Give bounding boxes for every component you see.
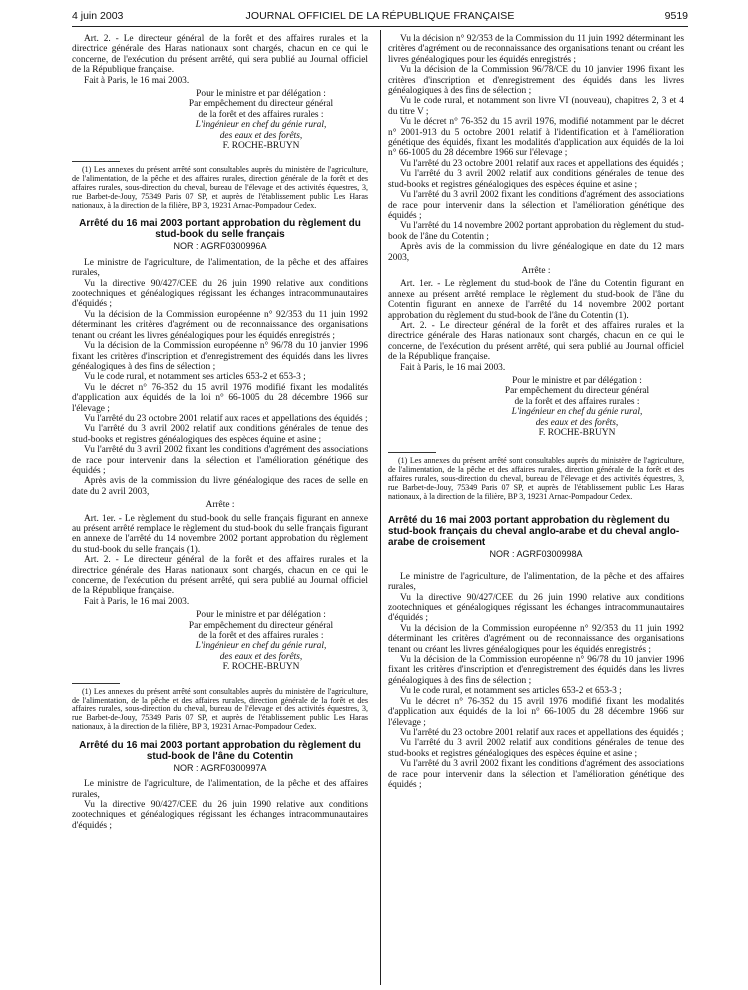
body-paragraph: Le ministre de l'agriculture, de l'alimentation, de la pêche et des affaires rurales, bbox=[388, 571, 684, 593]
signature-line: des eaux et des forêts, bbox=[535, 417, 619, 428]
footnote-a: (1) Les annexes du présent arrêté sont consultables auprès du ministère de l'agriculture, de l'alimentation, de la pêche et des affaires rurales, direction générale de la forêt et des affaires rurales, sous-direction du cheval, bureau de l'élevage et des activités équestres, 3, rue Barbet-de-Jouy, 75349 Paris 07 SP, et auprès de l'établissement public Les Haras nationaux, à la direction de la filière, BP 3, 19231 Arnac-Pompadour Cedex. bbox=[72, 165, 368, 210]
body-paragraph: Vu la directive 90/427/CEE du 26 juin 1990 relative aux conditions zootechniques et généalogiques régissant les échanges intracommunautaires d'équidés ; bbox=[72, 278, 368, 310]
body-paragraph: Après avis de la commission du livre généalogique des races de selle en date du 2 avril 2003, bbox=[72, 476, 368, 497]
body-paragraph: Vu l'arrêté du 3 avril 2002 fixant les conditions d'agrément des associations de race pour intervenir dans la sélection et l'amélioration génétique des équidés ; bbox=[388, 759, 684, 790]
body-paragraph: Vu le code rural, et notamment ses articles 653-2 et 653-3 ; bbox=[400, 686, 622, 697]
article-1-b: Art. 1er. - Le règlement du stud-book du selle français figurant en annexe au présent arrêté remplace le règlement du stud-book du selle français figurant en annexe de l'arrêté du 14 novembre 2002 portant approbation du règlement du stud-book du selle français (1). bbox=[72, 513, 368, 555]
article-2-c: Art. 2. - Le directeur général de la forêt et des affaires rurales et la directrice générale des Haras nationaux sont chargés, chacun en ce qui le concerne, de l'exécution du présent arrêté, qui sera publié au Journal officiel de la République française. bbox=[388, 320, 684, 363]
signature-line: de la forêt et des affaires rurales : bbox=[514, 396, 640, 407]
nor-reference: NOR : AGRF0300996A bbox=[173, 241, 267, 252]
signature-line: Pour le ministre et par délégation : bbox=[196, 89, 326, 100]
body-paragraph: Le ministre de l'agriculture, de l'alimentation, de la pêche et des affaires rurales, bbox=[72, 257, 368, 279]
page-header bbox=[72, 6, 688, 26]
body-paragraph: Vu la décision n° 92/353 de la Commission du 11 juin 1992 déterminant les critères d'agrément ou de reconnaissance des organisations tenant ou créant les livres généalogiques pour les équidés enregistrés ; bbox=[388, 34, 684, 65]
body-paragraph: Le ministre de l'agriculture, de l'alimentation, de la pêche et des affaires rurales, bbox=[72, 779, 368, 800]
footnote-rule bbox=[388, 452, 436, 453]
article-2-a: Art. 2. - Le directeur général de la forêt et des affaires rurales et la directrice générale des Haras nationaux sont chargés, chacun en ce qui le concerne, de l'exécution du présent arrêté, qui sera publié au Journal officiel de la République française. bbox=[72, 34, 368, 76]
body-paragraph: Vu l'arrêté du 23 octobre 2001 relatif aux races et appellations des équidés ; bbox=[84, 413, 368, 424]
left-column bbox=[72, 34, 368, 831]
signatory-name: F. ROCHE-BRUYN bbox=[222, 141, 300, 152]
header-page-number: 9519 bbox=[664, 10, 688, 22]
signature-line: de la forêt et des affaires rurales : bbox=[198, 631, 324, 642]
body-paragraph: Vu la décision de la Commission européenne n° 96/78 du 10 janvier 1996 fixant les critères d'inscription et d'enregistrement des équidés dans les livres généalogiques à des fins de sélection ; bbox=[72, 341, 368, 372]
decree-title-anglo-arabe: Arrêté du 16 mai 2003 portant approbation du règlement du stud-book français du cheval anglo-arabe et du cheval anglo-arabe de croisement bbox=[388, 515, 680, 549]
body-paragraph: Après avis de la commission du livre généalogique en date du 12 mars 2003, bbox=[388, 242, 684, 263]
signatory-name: F. ROCHE-BRUYN bbox=[222, 662, 300, 673]
signature-line: L'ingénieur en chef du génie rural, bbox=[195, 641, 327, 652]
signature-line: Pour le ministre et par délégation : bbox=[512, 376, 642, 386]
body-paragraph: Vu l'arrêté du 3 avril 2002 relatif aux conditions générales de tenue des stud-books et registres généalogiques des espèces équine et asine ; bbox=[72, 424, 368, 445]
signature-line: Par empêchement du directeur général bbox=[504, 386, 650, 397]
right-column bbox=[388, 34, 684, 790]
body-paragraph: Vu l'arrêté du 23 octobre 2001 relatif aux races et appellations des équidés ; bbox=[400, 158, 684, 169]
signature-line: L'ingénieur en chef du génie rural, bbox=[511, 407, 643, 418]
body-paragraph: Vu l'arrêté du 3 avril 2002 fixant les conditions d'agrément des associations de race pour intervenir dans la sélection et l'amélioration génétique des équidés ; bbox=[388, 190, 684, 221]
signature-line: Par empêchement du directeur général bbox=[188, 620, 334, 631]
body-paragraph: Vu le décret n° 76-352 du 15 avril 1976 modifié fixant les modalités d'application aux équidés de la loi n° 66-1005 du 28 décembre 1966 sur l'élevage ; bbox=[388, 696, 684, 728]
body-paragraph: Vu la directive 90/427/CEE du 26 juin 1990 relative aux conditions zootechniques et généalogiques régissant les échanges intracommunautaires d'équidés ; bbox=[388, 592, 684, 624]
footnote-rule bbox=[72, 683, 120, 684]
fait-a: Fait à Paris, le 16 mai 2003. bbox=[84, 75, 190, 86]
header-journal-title: JOURNAL OFFICIEL DE LA RÉPUBLIQUE FRANÇAISE bbox=[245, 10, 515, 22]
signature-c bbox=[478, 376, 676, 438]
body-paragraph: Vu l'arrêté du 3 avril 2002 relatif aux conditions générales de tenue des stud-books et registres généalogiques des espèces équine et asine ; bbox=[388, 738, 684, 759]
signatory-name: F. ROCHE-BRUYN bbox=[538, 428, 616, 439]
column-divider bbox=[380, 30, 381, 985]
body-paragraph: Vu la décision de la Commission européenne n° 92/353 du 11 juin 1992 déterminant les critères d'agrément ou de reconnaissance des organisations tenant ou créant les livres généalogiques pour les équidés enregistrés ; bbox=[72, 309, 368, 341]
decree-title-selle-francais: Arrêté du 16 mai 2003 portant approbation du règlement du stud-book du selle français bbox=[79, 218, 361, 241]
footnote-b: (1) Les annexes du présent arrêté sont consultables auprès du ministère de l'agriculture, de l'alimentation, de la pêche et des affaires rurales, direction générale de la forêt et des affaires rurales, sous-direction du cheval, bureau de l'élevage et des activités équestres, 3, rue Barbet-de-Jouy, 75349 Paris 07 SP, et auprès de l'établissement public Les Haras nationaux, à la direction de la filière, BP 3, 19231 Arnac-Pompadour Cedex. bbox=[72, 686, 368, 731]
body-paragraph: Vu la directive 90/427/CEE du 26 juin 1990 relative aux conditions zootechniques et généalogiques régissant les échanges intracommunautaires d'équidés ; bbox=[72, 799, 368, 831]
signature-b bbox=[162, 610, 360, 672]
header-date: 4 juin 2003 bbox=[72, 10, 124, 22]
signature-line: L'ingénieur en chef du génie rural, bbox=[195, 120, 327, 131]
arrete-heading: Arrête : bbox=[205, 500, 235, 511]
body-paragraph: Vu le décret n° 76-352 du 15 avril 1976 modifié fixant les modalités d'application aux équidés de la loi n° 66-1005 du 28 décembre 1966 sur l'élevage ; bbox=[72, 382, 368, 414]
article-2-b: Art. 2. - Le directeur général de la forêt et des affaires rurales et la directrice générale des Haras nationaux sont chargés, chacun en ce qui le concerne, de l'exécution du présent arrêté, qui sera publié au Journal officiel de la République française. bbox=[72, 555, 368, 597]
decree-title-ane-du-cotentin: Arrêté du 16 mai 2003 portant approbation du règlement du stud-book de l'âne du Cotentin bbox=[79, 739, 361, 762]
nor-reference: NOR : AGRF0300997A bbox=[173, 762, 267, 773]
fait-b: Fait à Paris, le 16 mai 2003. bbox=[84, 596, 190, 607]
signature-line: des eaux et des forêts, bbox=[219, 130, 303, 141]
header-rule bbox=[72, 26, 688, 27]
body-paragraph: Vu la décision de la Commission 96/78/CE du 10 janvier 1996 fixant les critères d'inscription et d'enregistrement des équidés dans les livres généalogiques à des fins de sélection ; bbox=[388, 65, 684, 97]
body-paragraph: Vu le code rural, et notamment ses articles 653-2 et 653-3 ; bbox=[84, 372, 306, 383]
footnote-c: (1) Les annexes du présent arrêté sont consultables auprès du ministère de l'agriculture, de l'alimentation, de la pêche et des affaires rurales, direction générale de la forêt et des affaires rurales, sous-direction du cheval, bureau de l'élevage et des activités équestres, 3, rue Barbet-de-Jouy, 75349 Paris 07 SP, et auprès de l'établissement public Les Haras nationaux, à la direction de la filière, BP 3, 19231 Arnac-Pompadour Cedex. bbox=[388, 456, 684, 501]
body-paragraph: Vu l'arrêté du 3 avril 2002 relatif aux conditions générales de tenue des stud-books et registres généalogiques des espèces équine et asine ; bbox=[388, 169, 684, 190]
arrete-heading: Arrête : bbox=[521, 265, 551, 276]
body-paragraph: Vu l'arrêté du 14 novembre 2002 portant approbation du règlement du stud-book de l'âne du Cotentin ; bbox=[388, 221, 684, 242]
body-paragraph: Vu l'arrêté du 23 octobre 2001 relatif aux races et appellations des équidés ; bbox=[400, 727, 684, 738]
body-paragraph: Vu le code rural, et notamment son livre VI (nouveau), chapitres 2, 3 et 4 du titre V ; bbox=[388, 96, 684, 117]
signature-line: Par empêchement du directeur général bbox=[188, 99, 334, 110]
article-1-c: Art. 1er. - Le règlement du stud-book de l'âne du Cotentin figurant en annexe au présent arrêté remplace le règlement du stud-book de l'âne du Cotentin figurant en annexe de l'arrêté du 14 novembre 2002 portant approbation du règlement du stud-book de l'âne du Cotentin (1). bbox=[388, 279, 684, 321]
body-paragraph: Vu la décision de la Commission européenne n° 96/78 du 10 janvier 1996 fixant les critères d'inscription et d'enregistrement des équidés dans les livres généalogiques à des fins de sélection ; bbox=[388, 655, 684, 686]
body-paragraph: Vu le décret n° 76-352 du 15 avril 1976, modifié notamment par le décret n° 2001-913 du 5 octobre 2001 relatif à l'identification et à l'amélioration génétique des équidés, fixant les modalités d'application aux équidés de la loi n° 66-1005 du 28 décembre 1966 sur l'élevage ; bbox=[388, 117, 684, 159]
nor-reference: NOR : AGRF0300998A bbox=[489, 549, 583, 560]
footnote-rule bbox=[72, 161, 120, 162]
signature-line: des eaux et des forêts, bbox=[219, 651, 303, 662]
signature-line: de la forêt et des affaires rurales : bbox=[198, 109, 324, 120]
body-paragraph: Vu l'arrêté du 3 avril 2002 fixant les conditions d'agrément des associations de race pour intervenir dans la sélection et l'amélioration génétique des équidés ; bbox=[72, 445, 368, 476]
signature-a bbox=[162, 89, 360, 151]
fait-c: Fait à Paris, le 16 mai 2003. bbox=[400, 362, 506, 373]
signature-line: Pour le ministre et par délégation : bbox=[196, 610, 326, 621]
body-paragraph: Vu la décision de la Commission européenne n° 92/353 du 11 juin 1992 déterminant les critères d'agrément ou de reconnaissance des organisations tenant ou créant les livres généalogiques pour les équidés enregistrés ; bbox=[388, 623, 684, 655]
